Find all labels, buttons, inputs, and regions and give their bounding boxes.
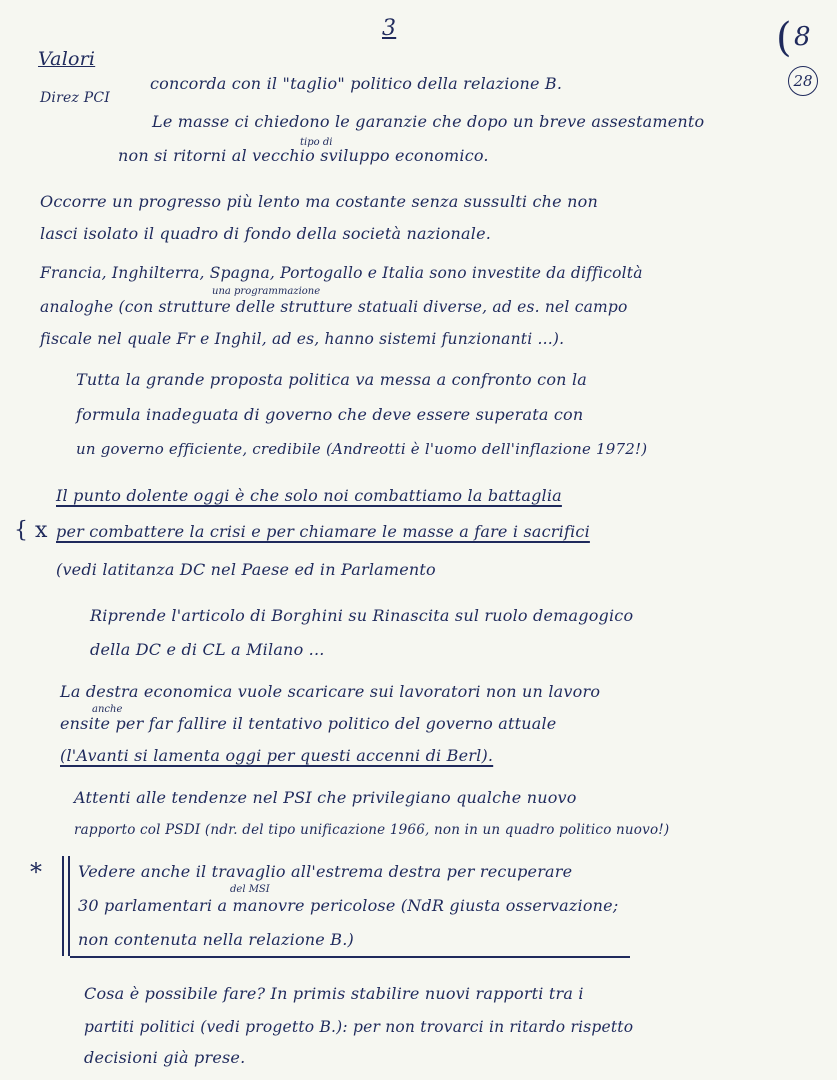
margin-label-direz: Direz PCI — [40, 90, 110, 106]
interlinear-note: del MSI — [230, 884, 270, 895]
margin-bracket-x: { x — [14, 518, 48, 543]
margin-label-valori: Valori — [38, 48, 96, 70]
text-line-19: (l'Avanti si lamenta oggi per questi accenni di Berl). — [60, 746, 494, 765]
text-line-14: (vedi latitanza DC nel Paese ed in Parlamento — [56, 560, 436, 579]
text-line-11: un governo efficiente, credibile (Andreotti è l'uomo dell'inflazione 1972!) — [76, 440, 648, 458]
interlinear-note: tipo di — [300, 137, 333, 148]
interlinear-note: anche — [92, 704, 123, 715]
page-number: 3 — [382, 16, 397, 41]
text-line-15: Riprende l'articolo di Borghini su Rinascita sul ruolo demagogico — [90, 606, 634, 625]
text-line-4: Occorre un progresso più lento ma costante senza sussulti che non — [40, 192, 598, 211]
box-underline — [70, 956, 630, 958]
text-line-20: Attenti alle tendenze nel PSI che privilegiano qualche nuovo — [74, 788, 577, 807]
folio-number: 8 — [794, 22, 811, 52]
folio-bracket: ( — [776, 15, 792, 61]
text-line-12: Il punto dolente oggi è che solo noi combattiamo la battaglia — [56, 486, 562, 505]
margin-rule — [62, 856, 64, 956]
text-line-13: per combattere la crisi e per chiamare le masse a fare i sacrifici — [56, 522, 590, 541]
text-line-22: Vedere anche il travaglio all'estrema destra per recuperare — [78, 862, 573, 881]
text-line-6: Francia, Inghilterra, Spagna, Portogallo e Italia sono investite da difficoltà — [40, 264, 643, 282]
interlinear-note: una programmazione — [212, 286, 321, 297]
text-line-5: lasci isolato il quadro di fondo della società nazionale. — [40, 224, 492, 243]
text-line-7: analoghe (con strutture delle strutture statuali diverse, ad es. nel campo — [40, 298, 628, 316]
text-line-27: decisioni già prese. — [84, 1048, 246, 1067]
text-line-3: non si ritorni al vecchio sviluppo economico. — [118, 146, 489, 165]
text-line-18: ensite per far fallire il tentativo politico del governo attuale — [60, 714, 557, 733]
margin-rule — [68, 856, 70, 956]
text-line-8: fiscale nel quale Fr e Inghil, ad es, hanno sistemi funzionanti ...). — [40, 330, 565, 348]
asterisk-mark: * — [30, 858, 42, 886]
text-line-9: Tutta la grande proposta politica va messa a confronto con la — [76, 370, 588, 389]
text-line-24: non contenuta nella relazione B.) — [78, 930, 354, 949]
text-line-23: 30 parlamentari a manovre pericolose (NdR giusta osservazione; — [78, 896, 619, 915]
text-line-21: rapporto col PSDI (ndr. del tipo unificazione 1966, non in un quadro politico nuovo!) — [74, 822, 670, 838]
text-line-17: La destra economica vuole scaricare sui lavoratori non un lavoro — [60, 682, 601, 701]
text-line-10: formula inadeguata di governo che deve essere superata con — [76, 405, 584, 424]
text-line-2: Le masse ci chiedono le garanzie che dopo un breve assestamento — [152, 112, 705, 131]
text-line-26: partiti politici (vedi progetto B.): per non trovarci in ritardo rispetto — [84, 1018, 634, 1036]
text-line-25: Cosa è possibile fare? In primis stabilire nuovi rapporti tra i — [84, 984, 584, 1003]
text-line-16: della DC e di CL a Milano ... — [90, 640, 325, 659]
text-line-1: concorda con il "taglio" politico della relazione B. — [150, 74, 563, 93]
circled-number: 28 — [788, 66, 818, 96]
